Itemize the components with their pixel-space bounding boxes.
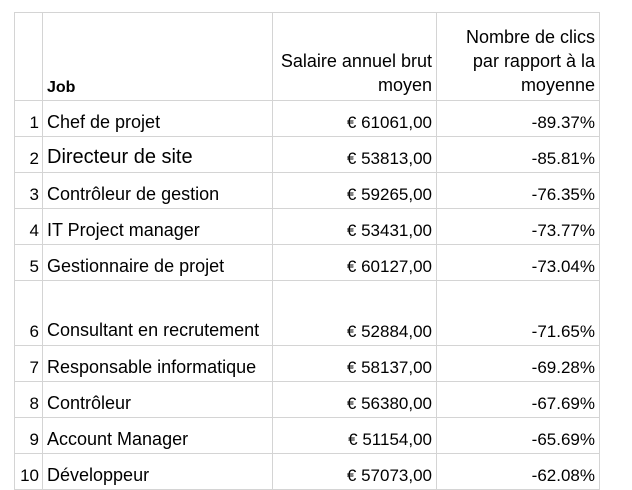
table-row (15, 418, 600, 454)
salary-cell[interactable]: € 60127,00 (273, 245, 437, 281)
row-number-cell[interactable]: 6 (15, 281, 43, 346)
row-number-cell[interactable]: 4 (15, 209, 43, 245)
clicks-cell[interactable]: -73.04% (437, 245, 600, 281)
table-row (15, 346, 600, 382)
row-number-cell[interactable]: 3 (15, 173, 43, 209)
row-number-cell[interactable]: 10 (15, 454, 43, 490)
table-row (15, 101, 600, 137)
salary-cell[interactable]: € 53431,00 (273, 209, 437, 245)
job-cell[interactable]: Contrôleur de gestion (43, 173, 273, 209)
table-row (15, 137, 600, 173)
table-row (15, 281, 600, 346)
clicks-cell[interactable]: -67.69% (437, 382, 600, 418)
row-number-cell[interactable]: 8 (15, 382, 43, 418)
header-number-cell[interactable] (15, 13, 43, 101)
row-number-cell[interactable]: 7 (15, 346, 43, 382)
header-job-cell[interactable]: Job (43, 13, 273, 101)
clicks-cell[interactable]: -69.28% (437, 346, 600, 382)
row-number-cell[interactable]: 2 (15, 137, 43, 173)
row-number-cell[interactable]: 1 (15, 101, 43, 137)
salary-cell[interactable]: € 52884,00 (273, 281, 437, 346)
salary-cell[interactable]: € 56380,00 (273, 382, 437, 418)
salary-cell[interactable]: € 58137,00 (273, 346, 437, 382)
header-salary-cell[interactable]: Salaire annuel brut moyen (273, 13, 437, 101)
clicks-cell[interactable]: -65.69% (437, 418, 600, 454)
job-cell[interactable]: Chef de projet (43, 101, 273, 137)
clicks-cell[interactable]: -71.65% (437, 281, 600, 346)
row-number-cell[interactable]: 9 (15, 418, 43, 454)
job-cell[interactable]: Développeur (43, 454, 273, 490)
salary-cell[interactable]: € 57073,00 (273, 454, 437, 490)
salary-cell[interactable]: € 61061,00 (273, 101, 437, 137)
header-clicks-cell[interactable]: Nombre de clics par rapport à la moyenne (437, 13, 600, 101)
salary-cell[interactable]: € 51154,00 (273, 418, 437, 454)
clicks-cell[interactable]: -76.35% (437, 173, 600, 209)
job-cell[interactable]: Contrôleur (43, 382, 273, 418)
clicks-cell[interactable]: -73.77% (437, 209, 600, 245)
job-cell[interactable]: Responsable informatique (43, 346, 273, 382)
job-cell[interactable]: Gestionnaire de projet (43, 245, 273, 281)
salary-cell[interactable]: € 59265,00 (273, 173, 437, 209)
row-number-cell[interactable]: 5 (15, 245, 43, 281)
table-row (15, 382, 600, 418)
clicks-cell[interactable]: -62.08% (437, 454, 600, 490)
job-cell[interactable]: IT Project manager (43, 209, 273, 245)
table-row (15, 173, 600, 209)
table-row (15, 209, 600, 245)
clicks-cell[interactable]: -85.81% (437, 137, 600, 173)
job-cell[interactable]: Consultant en recrutement (43, 281, 273, 346)
clicks-cell[interactable]: -89.37% (437, 101, 600, 137)
job-cell[interactable]: Directeur de site (43, 137, 273, 173)
salary-cell[interactable]: € 53813,00 (273, 137, 437, 173)
salary-table (14, 12, 600, 490)
table-row (15, 245, 600, 281)
table-row (15, 454, 600, 490)
job-cell[interactable]: Account Manager (43, 418, 273, 454)
header-row (15, 13, 600, 101)
